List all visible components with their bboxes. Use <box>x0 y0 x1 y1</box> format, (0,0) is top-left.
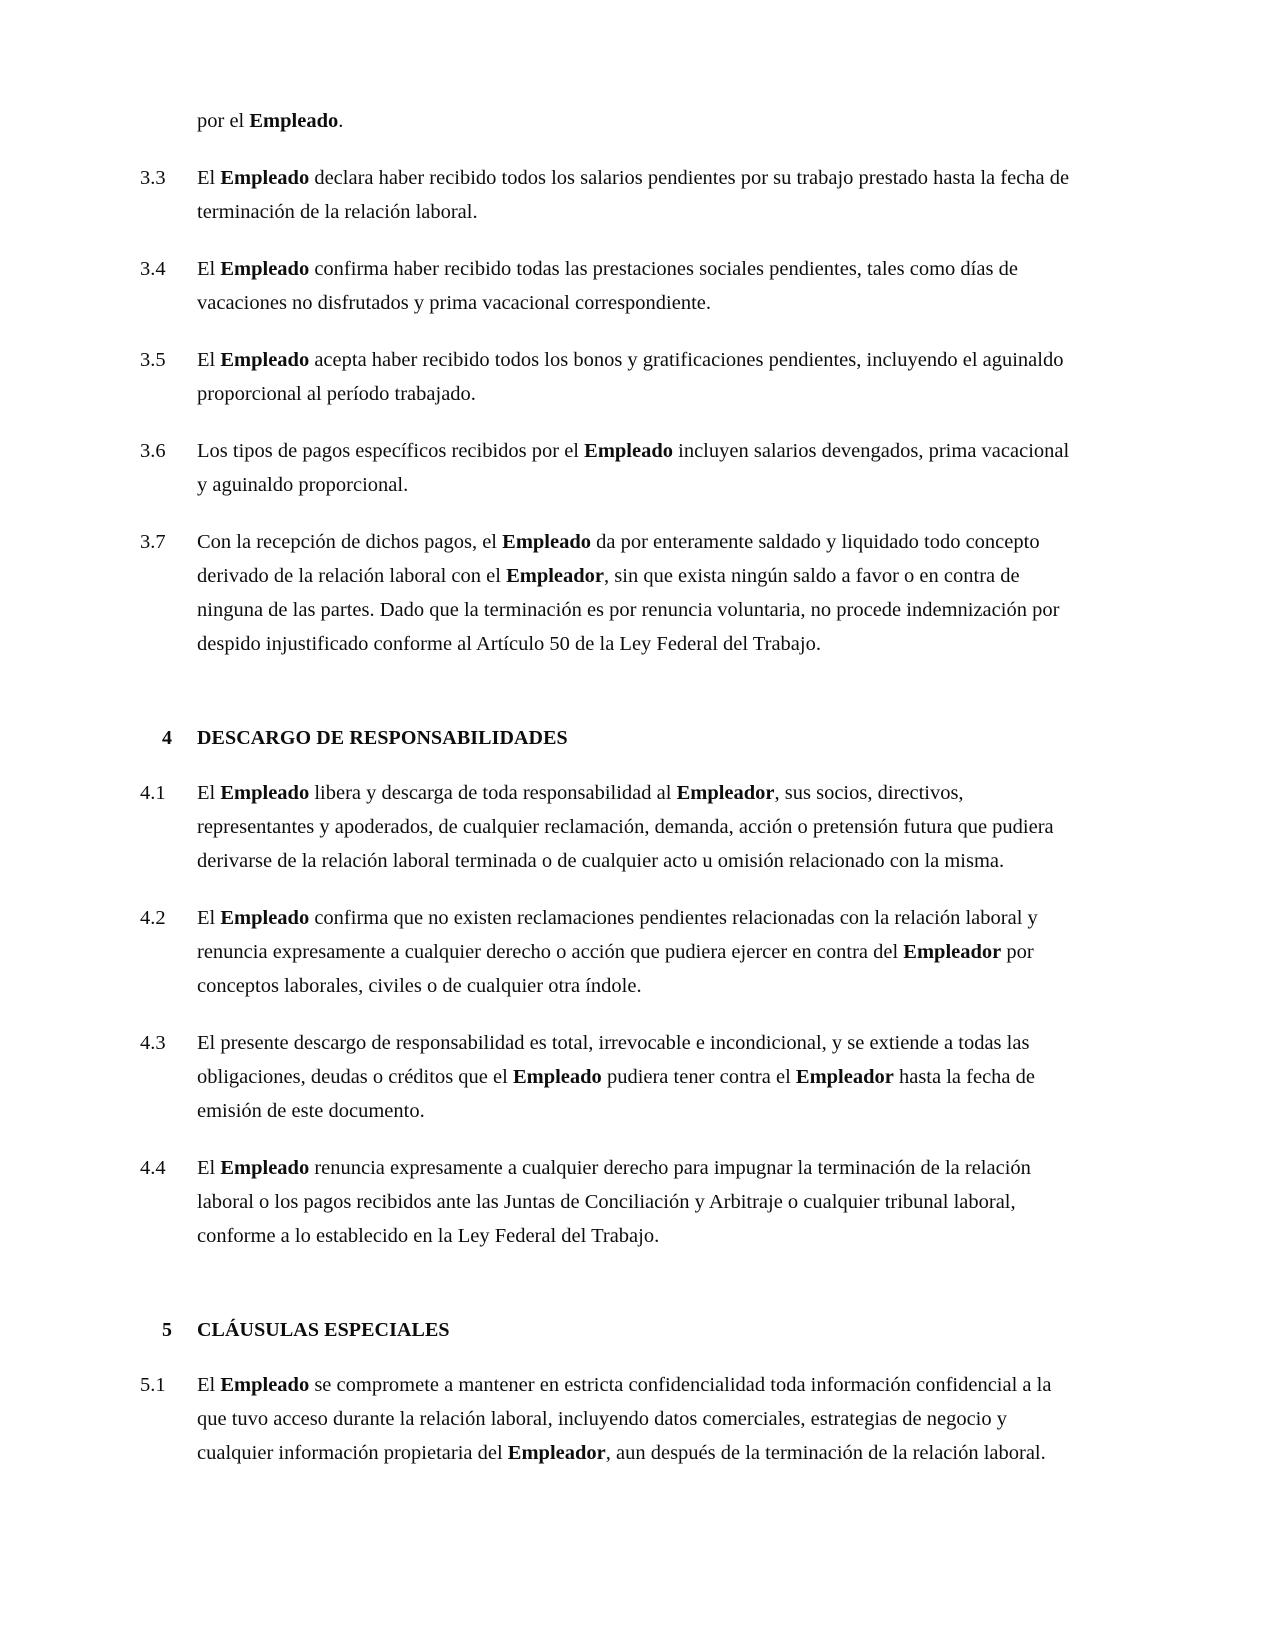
clause-row <box>140 1368 1080 1470</box>
clause-row <box>140 434 1080 502</box>
clause-text-run: El presente descargo de responsabilidad es total, irrevocable e incondicional, y se extiende a todas las obligaciones, deudas o créditos que el <box>197 1032 1030 1088</box>
clause-row <box>140 901 1080 1003</box>
section-5-number: 5 <box>162 1319 173 1341</box>
clause-text <box>197 161 1080 229</box>
page-content <box>140 104 1080 1470</box>
clause-text-run: El <box>197 258 221 280</box>
clause-text <box>197 1368 1080 1470</box>
clause-row <box>140 776 1080 878</box>
clause-text-run: El <box>197 349 221 371</box>
clause-text-run: El <box>197 167 221 189</box>
clause-number: 3.7 <box>140 531 166 553</box>
clause-text-run: da por enteramente saldado y liquidado todo concepto derivado de la relación laboral con el <box>197 531 1040 587</box>
defined-term: Empleador <box>676 782 775 804</box>
clause-text-run: por conceptos laborales, civiles o de cualquier otra índole. <box>197 941 1034 997</box>
defined-term: Empleador <box>795 1066 894 1088</box>
clause-text-run: pudiera tener contra el <box>601 1066 796 1088</box>
clause-row <box>140 1151 1080 1253</box>
section-heading-5 <box>162 1315 1080 1345</box>
clause-text <box>197 901 1080 1003</box>
defined-term: Empleado <box>220 167 310 189</box>
clause-text-run: incluyen salarios devengados, prima vacacional y aguinaldo proporcional. <box>197 440 1070 496</box>
clause-text-run: declara haber recibido todos los salarios pendientes por su trabajo prestado hasta la fecha de terminación de la relación laboral. <box>197 167 1070 223</box>
clause-row <box>140 525 1080 661</box>
defined-term: Empleado <box>220 1157 310 1179</box>
clause-number: 4.4 <box>140 1157 166 1179</box>
section-5-title: CLÁUSULAS ESPECIALES <box>197 1319 450 1341</box>
clause-text-run: El <box>197 1157 221 1179</box>
clause-text-run: renuncia expresamente a cualquier derecho para impugnar la terminación de la relación laboral o los pagos recibidos ante las Juntas de Conciliación y Arbitraje o cualquier tribunal laboral, conforme a lo establecido en la Ley Federal del Trabajo. <box>197 1157 1031 1247</box>
continuation-lead: por el <box>197 110 250 132</box>
clause-text-run: se compromete a mantener en estricta confidencialidad toda información confidencial a la que tuvo acceso durante la relación laboral, incluyendo datos comerciales, estrategias de negocio y cualquier información propietaria del <box>197 1374 1052 1464</box>
clause-text-run: , sus socios, directivos, representantes y apoderados, de cualquier reclamación, demanda, acción o pretensión futura que pudiera derivarse de la relación laboral terminada o de cualquier acto u omisión relacionado con la misma. <box>197 782 1054 872</box>
clause-text-run: libera y descarga de toda responsabilidad al <box>309 782 677 804</box>
clause-text-run: , aun después de la terminación de la relación laboral. <box>605 1442 1046 1464</box>
defined-term: Empleado <box>220 907 310 929</box>
defined-term: Empleado <box>220 1374 310 1396</box>
clause-number: 3.5 <box>140 349 166 371</box>
defined-term: Empleador <box>507 1442 606 1464</box>
clause-text <box>197 434 1080 502</box>
clause-text <box>197 1026 1080 1128</box>
continuation-bold-term: Empleado <box>249 110 339 132</box>
defined-term: Empleado <box>584 440 673 462</box>
clause-number: 3.3 <box>140 167 166 189</box>
defined-term: Empleado <box>502 531 591 553</box>
defined-term: Empleador <box>903 941 1002 963</box>
clause-row <box>140 161 1080 229</box>
clause-text <box>197 1151 1080 1253</box>
clause-text <box>197 252 1080 320</box>
clause-text <box>197 776 1080 878</box>
clause-text-run: Con la recepción de dichos pagos, el <box>197 531 503 553</box>
clause-number: 4.3 <box>140 1032 166 1054</box>
clause-number: 4.2 <box>140 907 166 929</box>
clause-group-3 <box>140 161 1080 661</box>
clause-text-run: , sin que exista ningún saldo a favor o en contra de ninguna de las partes. Dado que la terminación es por renuncia voluntaria, no procede indemnización por despido injustificado conforme al Artículo 50 de la Ley Federal del Trabajo. <box>197 565 1060 655</box>
section-4-number: 4 <box>162 727 173 749</box>
clause-text-run: Los tipos de pagos específicos recibidos por el <box>197 440 585 462</box>
defined-term: Empleado <box>220 349 310 371</box>
clause-number: 4.1 <box>140 782 166 804</box>
clause-number: 3.6 <box>140 440 166 462</box>
defined-term: Empleador <box>506 565 605 587</box>
clause-text-run: acepta haber recibido todos los bonos y gratificaciones pendientes, incluyendo el aguinaldo proporcional al período trabajado. <box>197 349 1064 405</box>
clause-text-run: El <box>197 1374 221 1396</box>
clause-text <box>197 525 1080 661</box>
clause-row <box>140 252 1080 320</box>
defined-term: Empleado <box>220 258 310 280</box>
continuation-tail: . <box>338 110 344 132</box>
clause-group-5 <box>140 1368 1080 1470</box>
defined-term: Empleado <box>512 1066 602 1088</box>
clause-row <box>140 343 1080 411</box>
clause-row <box>140 1026 1080 1128</box>
clause-group-4 <box>140 776 1080 1253</box>
continuation-paragraph <box>197 104 1080 138</box>
clause-text <box>197 343 1080 411</box>
clause-number: 5.1 <box>140 1374 166 1396</box>
section-heading-4 <box>162 723 1080 753</box>
clause-number: 3.4 <box>140 258 166 280</box>
clause-text-run: El <box>197 782 221 804</box>
section-4-title: DESCARGO DE RESPONSABILIDADES <box>197 727 568 749</box>
clause-text-run: confirma que no existen reclamaciones pendientes relacionadas con la relación laboral y renuncia expresamente a cualquier derecho o acción que pudiera ejercer en contra del <box>197 907 1038 963</box>
clause-text-run: confirma haber recibido todas las prestaciones sociales pendientes, tales como días de vacaciones no disfrutados y prima vacacional correspondiente. <box>197 258 1018 314</box>
defined-term: Empleado <box>220 782 310 804</box>
clause-text-run: hasta la fecha de emisión de este documento. <box>197 1066 1035 1122</box>
clause-text-run: El <box>197 907 221 929</box>
